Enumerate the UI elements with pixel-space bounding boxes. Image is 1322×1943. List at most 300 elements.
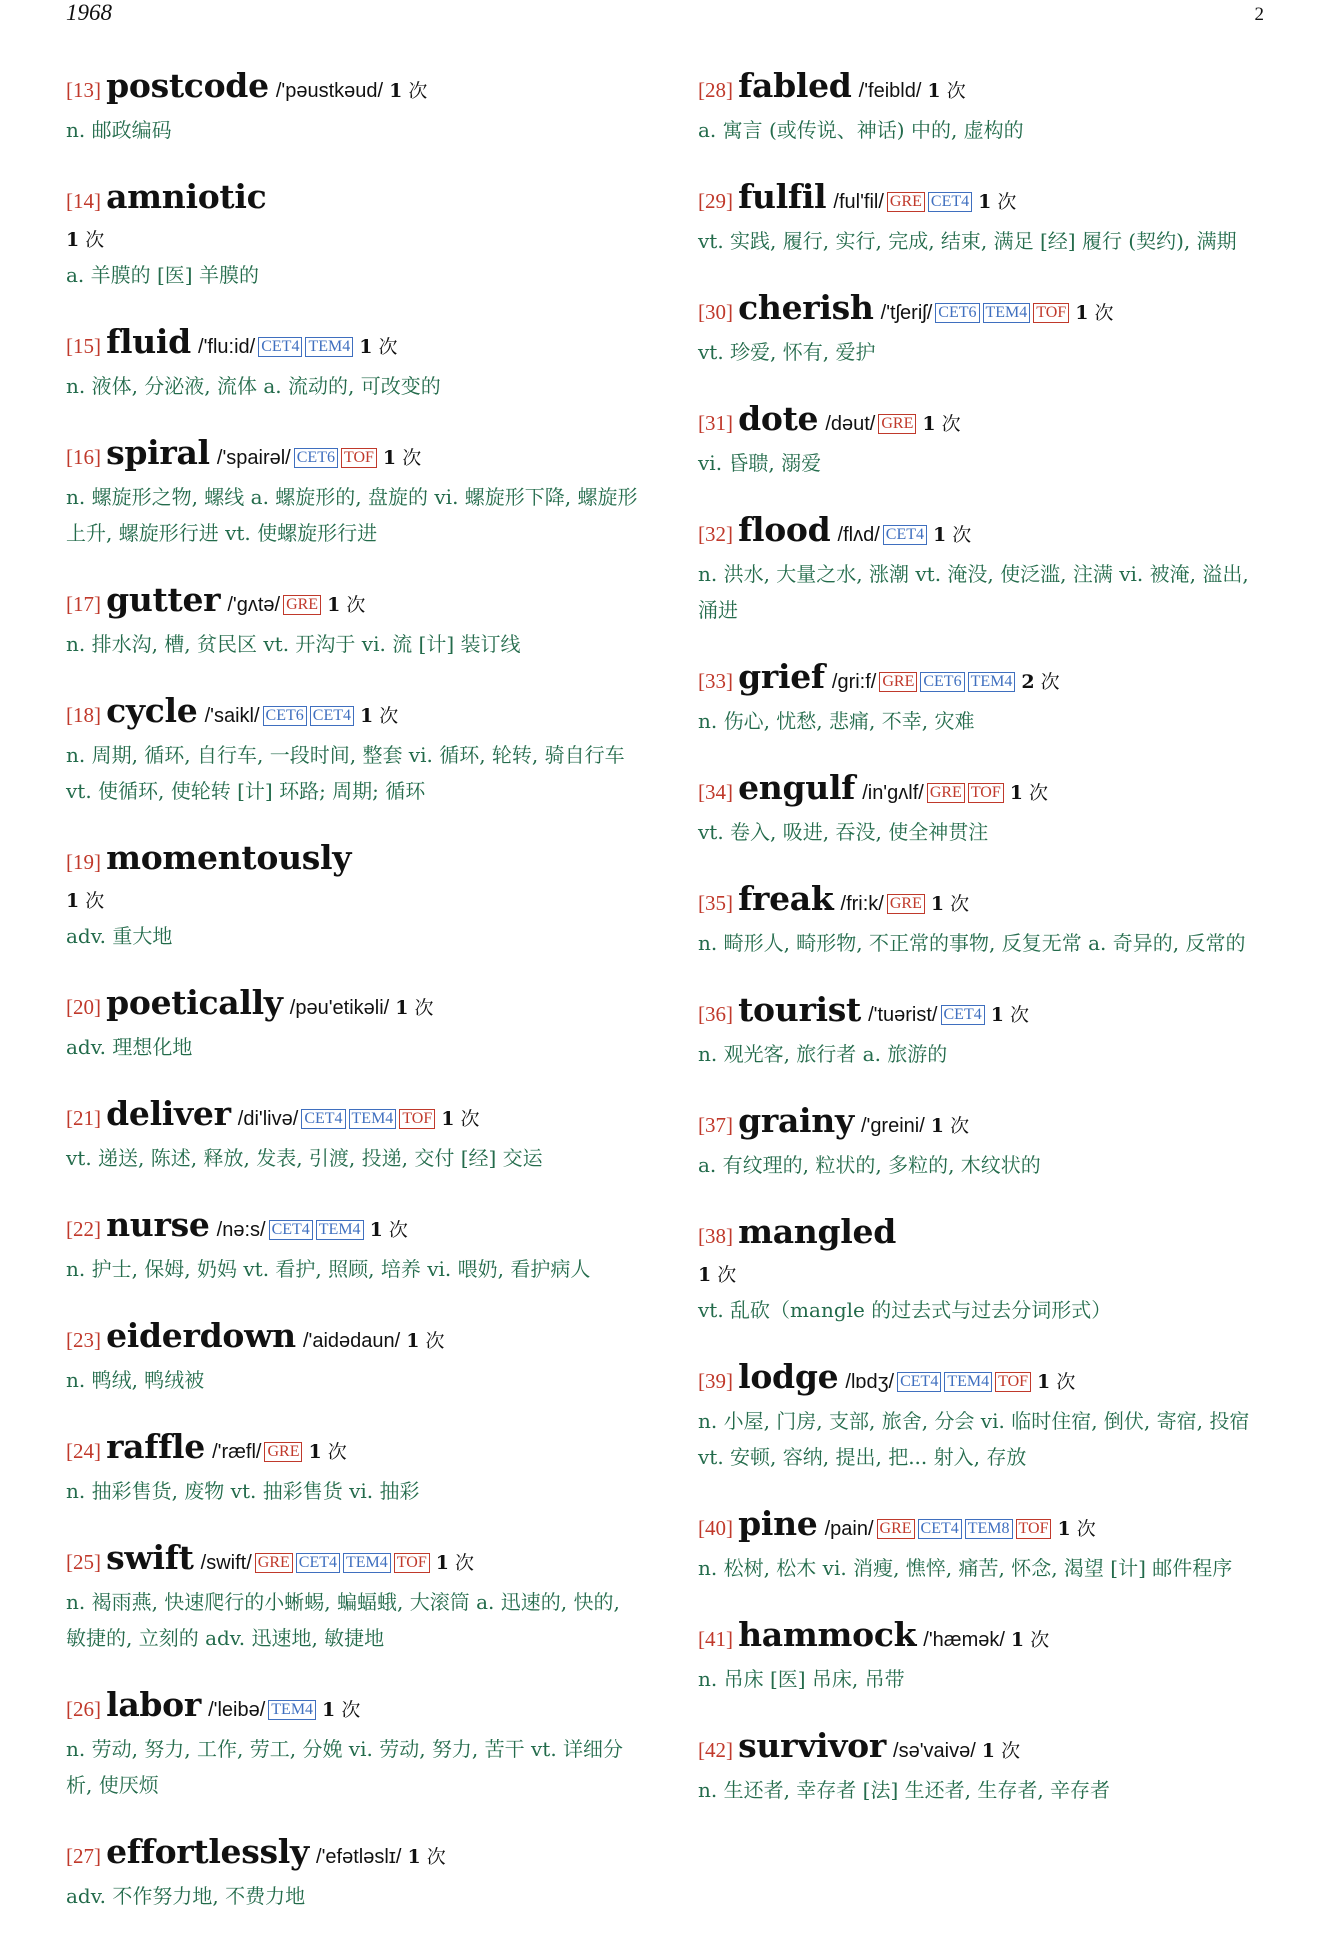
- entry-headline: [698, 768, 1270, 814]
- count-value: 1: [322, 1699, 336, 1721]
- entry-headline: [698, 1726, 1270, 1772]
- exam-tag-tof: TOF: [341, 448, 377, 468]
- entry-hammock: [698, 1615, 1270, 1697]
- exam-tag-cet4: CET4: [269, 1220, 313, 1240]
- definition: n. 观光客, 旅行者 a. 旅游的: [698, 1042, 948, 1066]
- entry-number: [25]: [66, 1550, 101, 1574]
- entry-amniotic: [66, 177, 638, 293]
- entry-postcode: [66, 66, 638, 148]
- exam-tag-cet6: CET6: [294, 448, 338, 468]
- headword: raffle: [106, 1427, 205, 1466]
- phonetic: /'gʌtə/: [227, 594, 281, 616]
- definition: n. 液体, 分泌液, 流体 a. 流动的, 可改变的: [66, 374, 441, 398]
- occurrence-count: [1021, 671, 1059, 693]
- entry-number: [15]: [66, 334, 101, 358]
- entry-number: [14]: [66, 189, 101, 213]
- count-value: 1: [435, 1552, 449, 1574]
- entry-lodge: [698, 1357, 1270, 1475]
- exam-tag-cet4: CET4: [883, 525, 927, 545]
- headword: postcode: [106, 66, 269, 105]
- occurrence-count: [1075, 302, 1113, 324]
- entry-number: [19]: [66, 850, 101, 874]
- occurrence-count: [1010, 782, 1048, 804]
- entry-eiderdown: [66, 1316, 638, 1398]
- entry-number: [13]: [66, 78, 101, 102]
- entry-number: [18]: [66, 703, 101, 727]
- entry-nurse: [66, 1205, 638, 1287]
- entry-headline: [66, 983, 638, 1029]
- entry-number: [26]: [66, 1697, 101, 1721]
- entry-number: [21]: [66, 1106, 101, 1130]
- exam-tag-tem4: TEM4: [944, 1372, 992, 1392]
- headword: momentously: [106, 838, 352, 877]
- count-unit: 次: [997, 191, 1017, 213]
- entry-number: [32]: [698, 522, 733, 546]
- phonetic: /'ræfl/: [212, 1441, 262, 1463]
- entry-headline: [698, 1212, 1270, 1258]
- phonetic: /lɒdʒ/: [845, 1371, 895, 1393]
- entry-headline: [66, 1538, 638, 1584]
- entry-number: [33]: [698, 669, 733, 693]
- headword: flood: [738, 510, 831, 549]
- phonetic: /fri:k/: [840, 893, 884, 915]
- entry-cherish: [698, 288, 1270, 370]
- entry-headline: [66, 322, 638, 368]
- exam-tag-gre: GRE: [927, 783, 965, 803]
- phonetic: /nə:s/: [216, 1219, 266, 1241]
- entry-poetically: [66, 983, 638, 1065]
- exam-tag-gre: GRE: [283, 595, 321, 615]
- exam-tag-tem4: TEM4: [349, 1109, 397, 1129]
- exam-tag-tof: TOF: [968, 783, 1004, 803]
- exam-tag-gre: GRE: [877, 1519, 915, 1539]
- definition: vt. 乱砍（mangle 的过去式与过去分词形式）: [698, 1298, 1112, 1322]
- occurrence-count: [66, 890, 104, 912]
- exam-tag-tof: TOF: [1016, 1519, 1052, 1539]
- entry-number: [28]: [698, 78, 733, 102]
- exam-tag-tof: TOF: [399, 1109, 435, 1129]
- entry-headline: [66, 580, 638, 626]
- occurrence-count: [360, 705, 398, 727]
- entry-fluid: [66, 322, 638, 404]
- definition: a. 有纹理的, 粒状的, 多粒的, 木纹状的: [698, 1153, 1041, 1177]
- occurrence-count: [407, 1846, 445, 1868]
- headword: cycle: [106, 691, 198, 730]
- entry-engulf: [698, 768, 1270, 850]
- exam-tag-cet4: CET4: [301, 1109, 345, 1129]
- phonetic: /'tuərist/: [868, 1004, 938, 1026]
- count-value: 1: [1075, 302, 1089, 324]
- entry-cycle: [66, 691, 638, 809]
- count-value: 1: [359, 705, 374, 727]
- count-value: 1: [978, 191, 992, 213]
- exam-tag-cet4: CET4: [258, 337, 302, 357]
- phonetic: /sə'vaivə/: [893, 1740, 976, 1762]
- phonetic: /in'gʌlf/: [862, 782, 924, 804]
- phonetic: /'saikl/: [204, 705, 260, 727]
- entry-fulfil: [698, 177, 1270, 259]
- count-unit: 次: [1030, 1629, 1050, 1651]
- entry-headline: [698, 1504, 1270, 1550]
- exam-tag-gre: GRE: [887, 894, 925, 914]
- count-value: 1: [389, 80, 403, 102]
- occurrence-count: [66, 229, 104, 251]
- headword: spiral: [106, 433, 210, 472]
- entry-number: [31]: [698, 411, 733, 435]
- entry-headline: [66, 1316, 638, 1362]
- entry-headline: [698, 66, 1270, 112]
- phonetic: /'tʃeriʃ/: [880, 302, 933, 324]
- occurrence-count: [1011, 1629, 1049, 1651]
- entry-number: [16]: [66, 445, 101, 469]
- headword: fabled: [738, 66, 852, 105]
- count-value: 1: [930, 1115, 945, 1137]
- count-value: 1: [930, 893, 945, 915]
- count-unit: 次: [378, 336, 398, 358]
- occurrence-count: [978, 191, 1016, 213]
- definition: n. 劳动, 努力, 工作, 劳工, 分娩 vi. 劳动, 努力, 苦干 vt. 详细分析, 使厌烦: [66, 1737, 624, 1797]
- entry-headline: [66, 1685, 638, 1731]
- entry-headline: [698, 990, 1270, 1036]
- headword: dote: [738, 399, 819, 438]
- occurrence-count: [308, 1441, 346, 1463]
- definition: vi. 昏聩, 溺爱: [698, 451, 822, 475]
- entry-headline: [66, 1832, 638, 1878]
- entry-labor: [66, 1685, 638, 1803]
- headword: engulf: [738, 768, 856, 807]
- page-number: 2: [1254, 4, 1264, 25]
- entry-freak: [698, 879, 1270, 961]
- definition: vt. 递送, 陈述, 释放, 发表, 引渡, 投递, 交付 [经] 交运: [66, 1146, 543, 1170]
- entry-headline: [66, 1205, 638, 1251]
- phonetic: /'greini/: [860, 1115, 925, 1137]
- entry-number: [41]: [698, 1627, 733, 1651]
- definition: vt. 卷入, 吸进, 吞没, 使全神贯注: [698, 820, 989, 844]
- exam-tag-gre: GRE: [255, 1553, 293, 1573]
- entry-headline: [66, 177, 638, 223]
- headword: eiderdown: [106, 1316, 296, 1355]
- occurrence-count: [982, 1740, 1020, 1762]
- count-unit: 次: [85, 229, 105, 251]
- count-value: 1: [66, 890, 80, 912]
- count-value: 1: [1009, 782, 1023, 804]
- entry-headline: [698, 399, 1270, 445]
- exam-tag-cet4: CET4: [897, 1372, 941, 1392]
- definition: n. 排水沟, 槽, 贫民区 vt. 开沟于 vi. 流 [计] 装订线: [66, 632, 521, 656]
- phonetic: /'feibld/: [858, 80, 922, 102]
- occurrence-count: [370, 1219, 408, 1241]
- count-value: 1: [382, 447, 397, 469]
- count-unit: 次: [402, 447, 422, 469]
- count-line: [698, 1258, 1270, 1292]
- exam-tag-cet6: CET6: [263, 706, 307, 726]
- definition: n. 护士, 保姆, 奶妈 vt. 看护, 照顾, 培养 vi. 喂奶, 看护病人: [66, 1257, 591, 1281]
- count-unit: 次: [414, 997, 434, 1019]
- entry-number: [30]: [698, 300, 733, 324]
- exam-tag-cet4: CET4: [310, 706, 354, 726]
- right-column: [698, 66, 1270, 1837]
- headword: labor: [106, 1685, 201, 1724]
- headword: freak: [738, 879, 834, 918]
- occurrence-count: [1037, 1371, 1075, 1393]
- exam-tag-tem4: TEM4: [343, 1553, 391, 1573]
- entry-headline: [66, 433, 638, 479]
- entry-grief: [698, 657, 1270, 739]
- count-unit: 次: [341, 1699, 361, 1721]
- phonetic: /'pəustkəud/: [275, 80, 384, 102]
- count-value: 1: [698, 1264, 712, 1286]
- definition: adv. 理想化地: [66, 1035, 193, 1059]
- entry-number: [42]: [698, 1738, 733, 1762]
- occurrence-count: [922, 413, 960, 435]
- count-value: 1: [1057, 1518, 1071, 1540]
- phonetic: /flʌd/: [837, 524, 880, 546]
- count-line: [66, 884, 638, 918]
- definition: n. 洪水, 大量之水, 涨潮 vt. 淹没, 使泛滥, 注满 vi. 被淹, 溢出, 涌进: [698, 562, 1249, 622]
- headword: cherish: [738, 288, 874, 327]
- headword: nurse: [106, 1205, 210, 1244]
- exam-tag-cet4: CET4: [296, 1553, 340, 1573]
- entry-number: [36]: [698, 1002, 733, 1026]
- count-unit: 次: [346, 594, 366, 616]
- count-value: 1: [308, 1441, 322, 1463]
- entry-headline: [66, 1427, 638, 1473]
- entry-spiral: [66, 433, 638, 551]
- exam-tag-tem4: TEM4: [305, 337, 353, 357]
- occurrence-count: [927, 80, 965, 102]
- count-unit: 次: [85, 890, 105, 912]
- entry-headline: [698, 1615, 1270, 1661]
- definition: adv. 不作努力地, 不费力地: [66, 1884, 306, 1908]
- exam-tag-tof: TOF: [394, 1553, 430, 1573]
- phonetic: /ful'fil/: [833, 191, 884, 213]
- header-year: 1968: [66, 0, 112, 25]
- entry-mangled: [698, 1212, 1270, 1328]
- count-unit: 次: [717, 1264, 737, 1286]
- exam-tag-tem8: TEM8: [965, 1519, 1013, 1539]
- phonetic: /'leibə/: [208, 1699, 266, 1721]
- headword: fluid: [106, 322, 191, 361]
- occurrence-count: [1057, 1518, 1095, 1540]
- occurrence-count: [359, 336, 397, 358]
- exam-tag-cet6: CET6: [920, 672, 964, 692]
- phonetic: /'flu:id/: [198, 336, 256, 358]
- headword: gutter: [106, 580, 221, 619]
- definition: vt. 珍爱, 怀有, 爱护: [698, 340, 876, 364]
- entry-number: [35]: [698, 891, 733, 915]
- entry-number: [23]: [66, 1328, 101, 1352]
- entry-number: [29]: [698, 189, 733, 213]
- count-value: 1: [369, 1219, 383, 1241]
- count-value: 1: [359, 336, 373, 358]
- entry-headline: [698, 879, 1270, 925]
- count-value: 2: [1021, 671, 1035, 693]
- entry-number: [37]: [698, 1113, 733, 1137]
- count-unit: 次: [408, 80, 428, 102]
- count-unit: 次: [327, 1441, 347, 1463]
- count-unit: 次: [946, 80, 966, 102]
- count-line: [66, 223, 638, 257]
- exam-tag-tem4: TEM4: [983, 303, 1031, 323]
- headword: tourist: [738, 990, 861, 1029]
- entry-headline: [698, 1357, 1270, 1403]
- entry-gutter: [66, 580, 638, 662]
- entry-headline: [698, 177, 1270, 223]
- phonetic: /'hæmək/: [923, 1629, 1005, 1651]
- phonetic: /swift/: [200, 1552, 252, 1574]
- phonetic: /pain/: [824, 1518, 874, 1540]
- count-unit: 次: [388, 1219, 408, 1241]
- count-unit: 次: [425, 1330, 445, 1352]
- exam-tag-tof: TOF: [995, 1372, 1031, 1392]
- count-value: 1: [1037, 1371, 1051, 1393]
- count-unit: 次: [1094, 302, 1114, 324]
- entry-headline: [66, 66, 638, 112]
- phonetic: /gri:f/: [831, 671, 877, 693]
- occurrence-count: [327, 594, 365, 616]
- definition: n. 鸭绒, 鸭绒被: [66, 1368, 205, 1392]
- entry-headline: [698, 657, 1270, 703]
- count-unit: 次: [1076, 1518, 1096, 1540]
- definition: n. 畸形人, 畸形物, 不正常的事物, 反复无常 a. 奇异的, 反常的: [698, 931, 1246, 955]
- headword: survivor: [738, 1726, 886, 1765]
- count-unit: 次: [1029, 782, 1049, 804]
- definition: n. 小屋, 门房, 支部, 旅舍, 分会 vi. 临时住宿, 倒伏, 寄宿, 投宿 vt. 安顿, 容纳, 提出, 把... 射入, 存放: [698, 1409, 1250, 1469]
- entry-deliver: [66, 1094, 638, 1176]
- entry-number: [17]: [66, 592, 101, 616]
- entry-number: [34]: [698, 780, 733, 804]
- count-unit: 次: [950, 1115, 970, 1137]
- count-value: 1: [922, 413, 936, 435]
- definition: n. 抽彩售货, 废物 vt. 抽彩售货 vi. 抽彩: [66, 1479, 420, 1503]
- definition: a. 寓言 (或传说、神话) 中的, 虚构的: [698, 118, 1024, 142]
- count-value: 1: [407, 1846, 421, 1868]
- definition: n. 松树, 松木 vi. 消瘦, 憔悴, 痛苦, 怀念, 渴望 [计] 邮件程序: [698, 1556, 1233, 1580]
- headword: fulfil: [738, 177, 827, 216]
- headword: mangled: [738, 1212, 896, 1251]
- headword: grief: [738, 657, 825, 696]
- count-value: 1: [927, 80, 941, 102]
- count-unit: 次: [455, 1552, 475, 1574]
- definition: a. 羊膜的 [医] 羊膜的: [66, 263, 259, 287]
- phonetic: /dəut/: [825, 413, 876, 435]
- occurrence-count: [436, 1552, 474, 1574]
- exam-tag-gre: GRE: [264, 1442, 302, 1462]
- count-unit: 次: [1040, 671, 1060, 693]
- entry-dote: [698, 399, 1270, 481]
- exam-tag-cet6: CET6: [935, 303, 979, 323]
- headword: deliver: [106, 1094, 231, 1133]
- entry-swift: [66, 1538, 638, 1656]
- entry-number: [39]: [698, 1369, 733, 1393]
- count-value: 1: [441, 1108, 455, 1130]
- definition: n. 周期, 循环, 自行车, 一段时间, 整套 vi. 循环, 轮转, 骑自行车 vt. 使循环, 使轮转 [计] 环路; 周期; 循环: [66, 743, 625, 803]
- count-value: 1: [406, 1330, 420, 1352]
- entry-headline: [698, 510, 1270, 556]
- headword: amniotic: [106, 177, 267, 216]
- headword: effortlessly: [106, 1832, 309, 1871]
- occurrence-count: [931, 893, 969, 915]
- entry-headline: [66, 1094, 638, 1140]
- entry-number: [22]: [66, 1217, 101, 1241]
- entry-tourist: [698, 990, 1270, 1072]
- headword: grainy: [738, 1101, 854, 1140]
- count-value: 1: [990, 1004, 1004, 1026]
- exam-tag-tem4: TEM4: [968, 672, 1016, 692]
- exam-tag-cet4: CET4: [941, 1005, 985, 1025]
- exam-tag-gre: GRE: [879, 672, 917, 692]
- headword: hammock: [738, 1615, 917, 1654]
- headword: swift: [106, 1538, 194, 1577]
- phonetic: /'efətləslɪ/: [316, 1846, 402, 1868]
- count-unit: 次: [950, 893, 970, 915]
- entry-momentously: [66, 838, 638, 954]
- entry-survivor: [698, 1726, 1270, 1808]
- occurrence-count: [991, 1004, 1029, 1026]
- count-value: 1: [1010, 1629, 1025, 1651]
- entry-headline: [66, 838, 638, 884]
- exam-tag-gre: GRE: [887, 192, 925, 212]
- phonetic: /pəu'etikəli/: [289, 997, 390, 1019]
- count-value: 1: [981, 1740, 996, 1762]
- occurrence-count: [389, 80, 427, 102]
- definition: n. 邮政编码: [66, 118, 172, 142]
- entry-fabled: [698, 66, 1270, 148]
- definition: n. 吊床 [医] 吊床, 吊带: [698, 1667, 905, 1691]
- definition: adv. 重大地: [66, 924, 173, 948]
- phonetic: /'aidədaun/: [302, 1330, 401, 1352]
- occurrence-count: [441, 1108, 479, 1130]
- entry-headline: [66, 691, 638, 737]
- entry-effortlessly: [66, 1832, 638, 1914]
- headword: poetically: [106, 983, 283, 1022]
- count-unit: 次: [426, 1846, 446, 1868]
- entry-headline: [698, 288, 1270, 334]
- count-unit: 次: [379, 705, 399, 727]
- count-unit: 次: [1010, 1004, 1030, 1026]
- entry-number: [24]: [66, 1439, 101, 1463]
- occurrence-count: [322, 1699, 360, 1721]
- count-value: 1: [327, 594, 341, 616]
- occurrence-count: [383, 447, 421, 469]
- entry-headline: [698, 1101, 1270, 1147]
- definition: n. 螺旋形之物, 螺线 a. 螺旋形的, 盘旋的 vi. 螺旋形下降, 螺旋形上升, 螺旋形行进 vt. 使螺旋形行进: [66, 485, 638, 545]
- entry-grainy: [698, 1101, 1270, 1183]
- count-value: 1: [66, 229, 80, 251]
- occurrence-count: [933, 524, 971, 546]
- entry-number: [40]: [698, 1516, 733, 1540]
- phonetic: /di'livə/: [237, 1108, 299, 1130]
- exam-tag-tem4: TEM4: [268, 1700, 316, 1720]
- left-column: [66, 66, 638, 1943]
- exam-tag-cet4: CET4: [928, 192, 972, 212]
- entry-number: [20]: [66, 995, 101, 1019]
- entry-flood: [698, 510, 1270, 628]
- entry-number: [38]: [698, 1224, 733, 1248]
- occurrence-count: [931, 1115, 969, 1137]
- entry-raffle: [66, 1427, 638, 1509]
- definition: vt. 实践, 履行, 实行, 完成, 结束, 满足 [经] 履行 (契约), 满期: [698, 229, 1237, 253]
- count-value: 1: [932, 524, 947, 546]
- exam-tag-tem4: TEM4: [316, 1220, 364, 1240]
- count-unit: 次: [941, 413, 961, 435]
- headword: pine: [738, 1504, 818, 1543]
- count-unit: 次: [1056, 1371, 1076, 1393]
- count-value: 1: [395, 997, 409, 1019]
- phonetic: /'spairəl/: [216, 447, 291, 469]
- occurrence-count: [395, 997, 433, 1019]
- count-unit: 次: [1001, 1740, 1021, 1762]
